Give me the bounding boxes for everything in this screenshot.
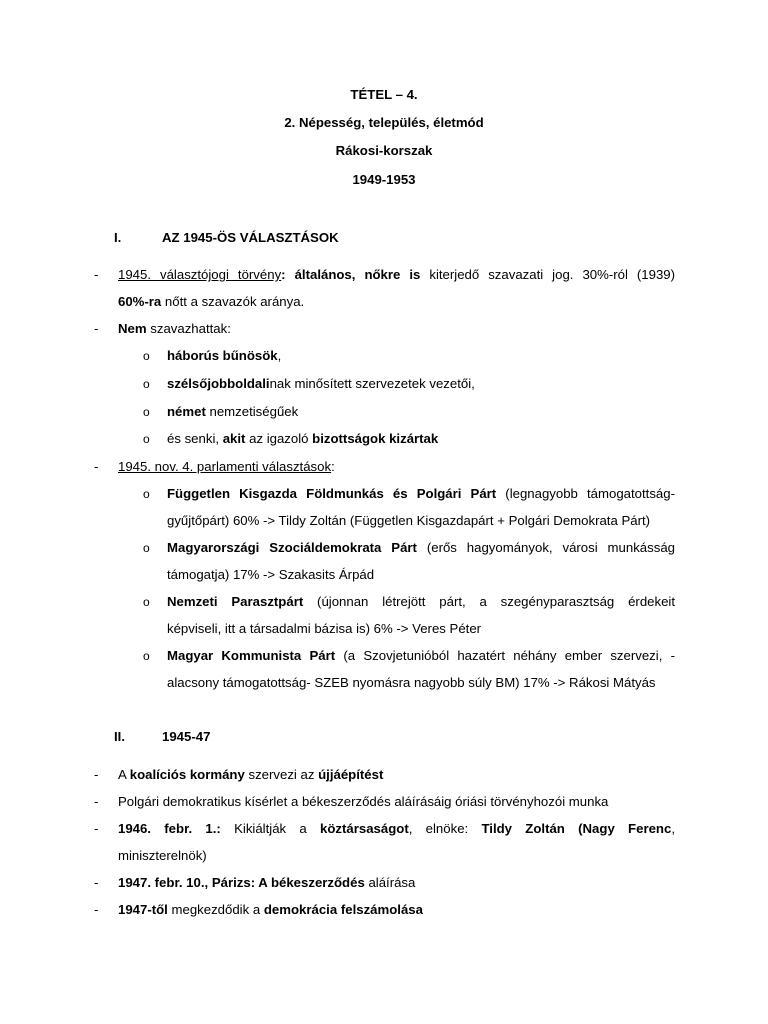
dash-bullet: -: [94, 902, 99, 917]
section-2-number: II.: [114, 729, 125, 744]
electoral-law-link-text: 1945. választójogi törvény: [118, 267, 282, 282]
party-4-line-1: Magyar Kommunista Párt (a Szovjetunióból hazatért néhány ember szervezi, -: [167, 648, 675, 663]
dash-bullet: -: [94, 821, 99, 836]
section-1-title: AZ 1945-ÖS VÁLASZTÁSOK: [162, 230, 339, 245]
circle-bullet: o: [143, 432, 150, 446]
tetel-heading: TÉTEL – 4.: [350, 87, 418, 102]
s2-item-2: Polgári demokratikus kísérlet a békeszerződés aláírásáig óriási törvényhozói munka: [118, 794, 609, 809]
dash-bullet: -: [94, 459, 99, 474]
s2-item-4: 1947. febr. 10., Párizs: A békeszerződés aláírása: [118, 875, 416, 890]
dash-bullet: -: [94, 794, 99, 809]
dash-bullet: -: [94, 321, 99, 336]
years-heading: 1949-1953: [352, 172, 416, 187]
section-2-title: 1945-47: [162, 729, 211, 744]
party-4-line-2: alacsony támogatottság- SZEB nyomásra nagyobb súly BM) 17% -> Rákosi Mátyás: [167, 675, 656, 690]
circle-bullet: o: [143, 405, 150, 419]
circle-bullet: o: [143, 541, 150, 555]
circle-bullet: o: [143, 349, 150, 363]
s1-paragraph-1-line-2: 60%-ra nőtt a szavazók aránya.: [118, 294, 305, 309]
s2-item-3-line-1: 1946. febr. 1.: Kikiáltják a köztársaságot, elnöke: Tildy Zoltán (Nagy Ferenc,: [118, 821, 675, 836]
s1-sub-item-4: és senki, akit az igazoló bizottságok kizártak: [167, 431, 439, 446]
dash-bullet: -: [94, 767, 99, 782]
s2-item-5: 1947-től megkezdődik a demokrácia felszámolása: [118, 902, 423, 917]
dash-bullet: -: [94, 875, 99, 890]
s1-sub-item-3: német nemzetiségűek: [167, 404, 299, 419]
circle-bullet: o: [143, 595, 150, 609]
s1-paragraph-1-line-1: 1945. választójogi törvény: általános, nőkre is kiterjedő szavazati jog. 30%-ról (1939): [118, 267, 675, 282]
circle-bullet: o: [143, 487, 150, 501]
era-heading: Rákosi-korszak: [335, 143, 433, 158]
s1-paragraph-2: Nem szavazhattak:: [118, 321, 231, 336]
party-1-line-2: gyűjtőpárt) 60% -> Tildy Zoltán (Független Kisgazdapárt + Polgári Demokrata Párt): [167, 513, 651, 528]
s1-sub-item-1: háborús bűnösök,: [167, 348, 282, 363]
circle-bullet: o: [143, 649, 150, 663]
s2-item-3-line-2: miniszterelnök): [118, 848, 207, 863]
circle-bullet: o: [143, 377, 150, 391]
s1-sub-item-2: szélsőjobboldalinak minősített szervezetek vezetői,: [167, 376, 475, 391]
party-2-line-1: Magyarországi Szociáldemokrata Párt (erős hagyományok, városi munkásság: [167, 540, 675, 555]
topic-heading: 2. Népesség, település, életmód: [284, 115, 484, 130]
party-3-line-1: Nemzeti Parasztpárt (újonnan létrejött párt, a szegényparasztság érdekeit: [167, 594, 675, 609]
s2-item-1: A koalíciós kormány szervezi az újjáépítést: [118, 767, 384, 782]
party-1-line-1: Független Kisgazda Földmunkás és Polgári Párt (legnagyobb támogatottság-: [167, 486, 675, 501]
section-1-number: I.: [114, 230, 122, 245]
dash-bullet: -: [94, 267, 99, 282]
party-3-line-2: képviseli, itt a társadalmi bázisa is) 6% -> Veres Péter: [167, 621, 482, 636]
s1-paragraph-3: 1945. nov. 4. parlamenti választások:: [118, 459, 335, 474]
party-2-line-2: támogatja) 17% -> Szakasits Árpád: [167, 567, 375, 582]
